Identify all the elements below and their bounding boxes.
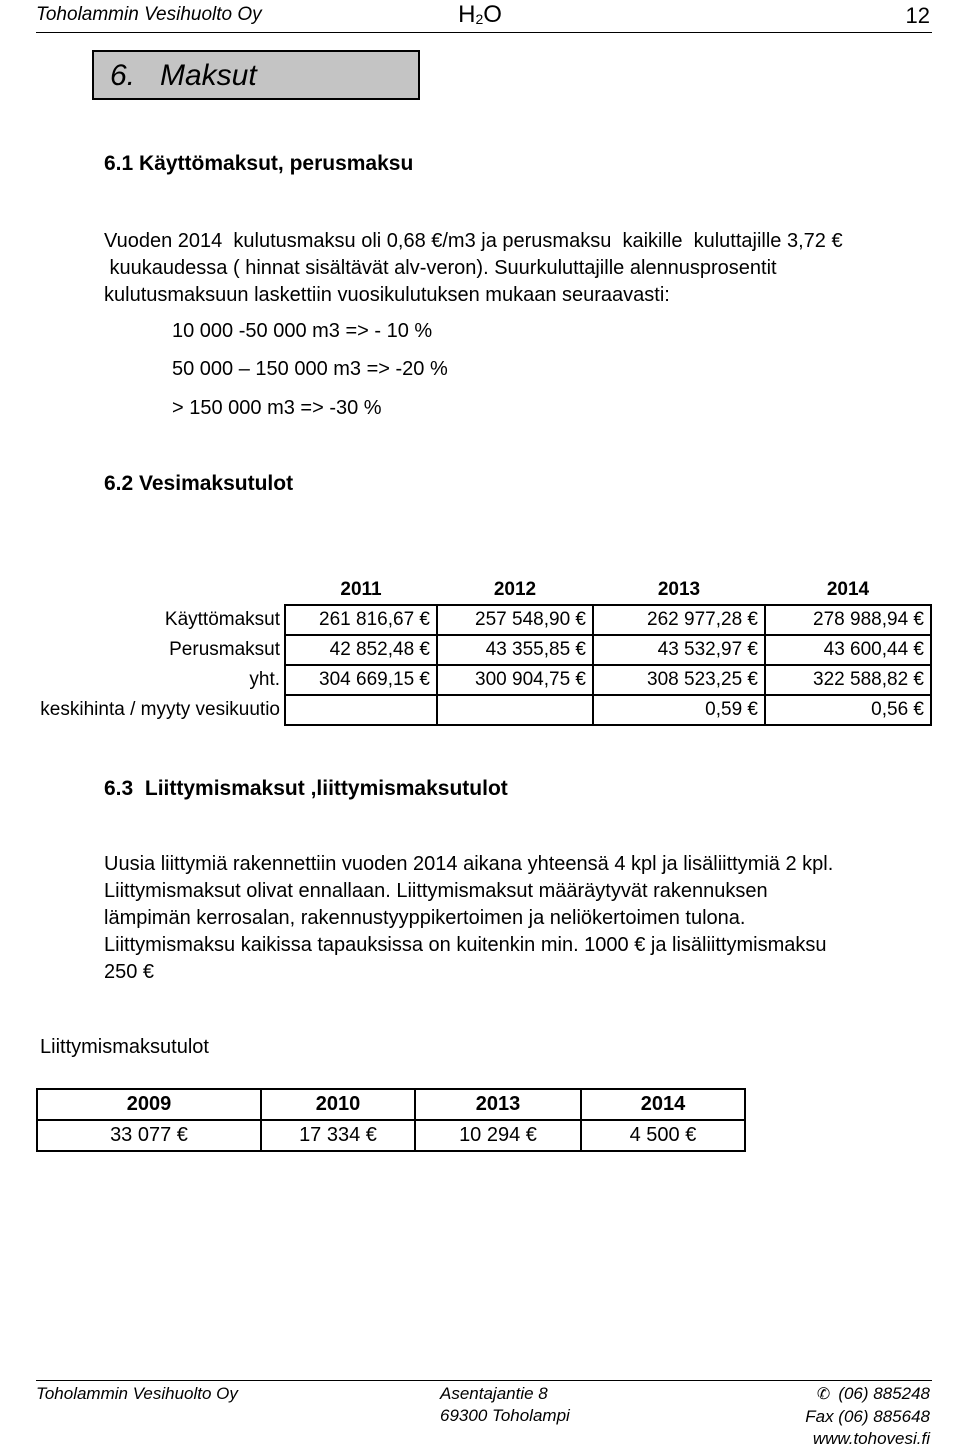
table-cell: 304 669,15 € xyxy=(285,665,437,695)
year-header: 2014 xyxy=(581,1089,745,1120)
section-6-3-line: Uusia liittymiä rakennettiin vuoden 2014 aikana yhteensä 4 kpl ja lisäliittymiä 2 kpl. xyxy=(104,853,834,875)
year-header: 2009 xyxy=(37,1089,261,1120)
tier-item: 10 000 -50 000 m3 => - 10 % xyxy=(172,320,433,342)
logo-sub: 2 xyxy=(475,11,484,27)
year-header: 2012 xyxy=(493,579,537,600)
table-cell: 0,59 € xyxy=(593,695,765,725)
footer-web[interactable]: www.tohovesi.fi xyxy=(812,1429,930,1448)
table-cell: 33 077 € xyxy=(37,1120,261,1151)
table-cell: 300 904,75 € xyxy=(437,665,593,695)
row-label: keskihinta / myyty vesikuutio xyxy=(40,699,280,720)
section-6-2-heading: 6.2 Vesimaksutulot xyxy=(104,472,294,495)
table-cell: 262 977,28 € xyxy=(593,605,765,635)
section-6-3-line: 250 € xyxy=(104,961,155,983)
header-company: Toholammin Vesihuolto Oy xyxy=(36,4,262,25)
table-cell: 43 532,97 € xyxy=(593,635,765,665)
connection-income-title: Liittymismaksutulot xyxy=(40,1036,209,1058)
table-cell xyxy=(285,695,437,725)
table-cell: 261 816,67 € xyxy=(285,605,437,635)
tier-item: 50 000 – 150 000 m3 => -20 % xyxy=(172,358,448,380)
section-6-1-line-1: Vuoden 2014 kulutusmaksu oli 0,68 €/m3 ja perusmaksu kaikille kuluttajille 3,72 € xyxy=(104,230,843,252)
section-6-1-line-3: kulutusmaksuun laskettiin vuosikulutuksen mukaan seuraavasti: xyxy=(104,284,670,306)
table-cell: 43 355,85 € xyxy=(437,635,593,665)
footer-postal: 69300 Toholampi xyxy=(440,1406,570,1425)
logo-h: H xyxy=(458,1,476,28)
header-logo xyxy=(0,1,960,29)
table-row xyxy=(0,665,931,695)
year-header: 2013 xyxy=(657,579,701,600)
year-header: 2013 xyxy=(415,1089,581,1120)
table-cell: 42 852,48 € xyxy=(285,635,437,665)
footer-address xyxy=(440,1383,570,1427)
table-cell: 257 548,90 € xyxy=(437,605,593,635)
year-header: 2011 xyxy=(340,579,382,600)
table-cell xyxy=(437,695,593,725)
table-row xyxy=(0,695,931,725)
table-cell: 278 988,94 € xyxy=(765,605,931,635)
section-6-1-line-2: kuukaudessa ( hinnat sisältävät alv-veron). Suurkuluttajille alennusprosentit xyxy=(104,257,777,279)
section-6-1-heading: 6.1 Käyttömaksut, perusmaksu xyxy=(104,152,414,175)
section-6-3-line: lämpimän kerrosalan, rakennustyyppikertoimen ja neliökertoimen tulona. xyxy=(104,907,746,929)
table-row xyxy=(0,605,931,635)
section-6-3-heading: 6.3 Liittymismaksut ,liittymismaksutulot xyxy=(104,777,508,800)
section-6-3-line: Liittymismaksu kaikissa tapauksissa on kuitenkin min. 1000 € ja lisäliittymismaksu xyxy=(104,934,827,956)
table-row xyxy=(0,635,931,665)
year-header: 2014 xyxy=(826,579,870,600)
chapter-number: 6. xyxy=(110,59,136,92)
tier-item: > 150 000 m3 => -30 % xyxy=(172,397,382,419)
phone-icon: ✆ xyxy=(816,1386,831,1403)
chapter-title: Maksut xyxy=(160,59,257,92)
table-cell: 43 600,44 € xyxy=(765,635,931,665)
table-row xyxy=(37,1120,745,1151)
table-cell: 0,56 € xyxy=(765,695,931,725)
header-divider xyxy=(36,32,932,33)
table-cell: 17 334 € xyxy=(261,1120,415,1151)
footer-company: Toholammin Vesihuolto Oy xyxy=(36,1384,238,1403)
row-label: Käyttömaksut xyxy=(164,609,280,630)
row-label: Perusmaksut xyxy=(169,639,280,660)
logo-o: O xyxy=(483,1,502,28)
page-number: 12 xyxy=(905,3,930,28)
table-cell: 4 500 € xyxy=(581,1120,745,1151)
water-fee-income-table xyxy=(0,576,932,726)
section-6-3-line: Liittymismaksut olivat ennallaan. Liittymismaksut määräytyvät rakennuksen xyxy=(104,880,768,902)
connection-income-table xyxy=(36,1088,746,1152)
row-label: yht. xyxy=(249,669,280,690)
table-cell: 322 588,82 € xyxy=(765,665,931,695)
footer-street: Asentajantie 8 xyxy=(440,1384,548,1403)
footer-divider xyxy=(36,1380,932,1381)
table-cell: 308 523,25 € xyxy=(593,665,765,695)
chapter-heading-box xyxy=(92,50,420,100)
footer-phone: (06) 885248 xyxy=(838,1384,930,1403)
table-cell: 10 294 € xyxy=(415,1120,581,1151)
footer-fax: Fax (06) 885648 xyxy=(805,1407,930,1426)
year-header: 2010 xyxy=(261,1089,415,1120)
table-header-row xyxy=(37,1089,745,1120)
